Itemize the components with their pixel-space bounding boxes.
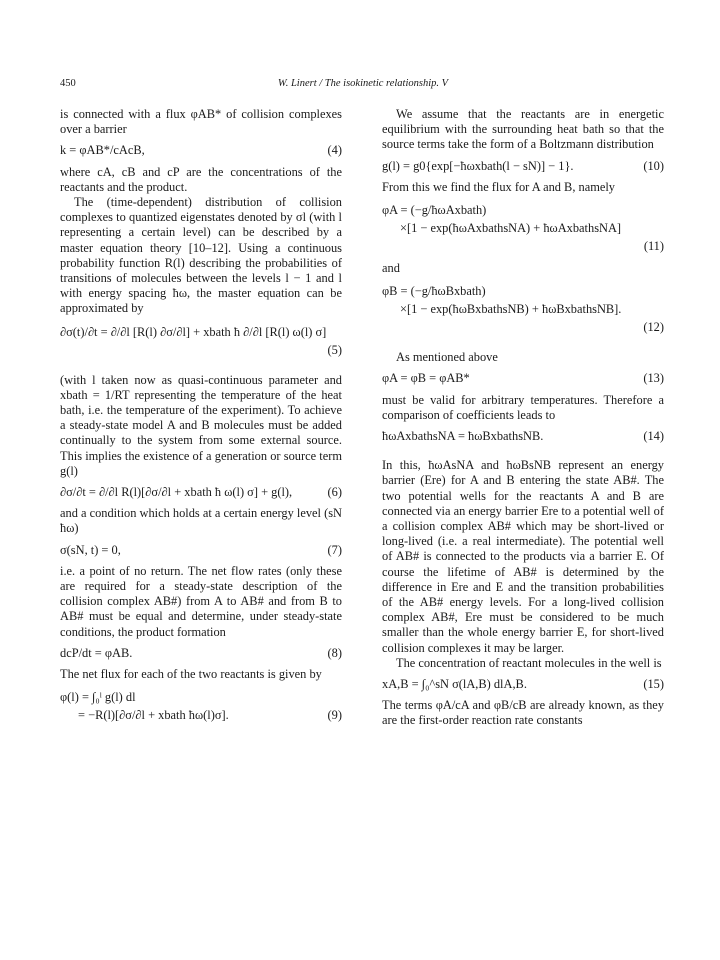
- equation-number: (15): [643, 677, 664, 692]
- equation-number: (11): [643, 239, 664, 254]
- paragraph: The (time-dependent) distribution of collision complexes to quantized eigenstates denoted by σl (with l representing a certain level) can be described by a master equation theory [10–12]. Using a continuous probability function R(l) describing the probabilities of transitions of molecules between the levels l − 1 and l with energy spacing ħω, the master equation can be approximated by: [60, 195, 342, 316]
- equation-number: (13): [643, 371, 664, 386]
- equation-body: φB = (−g/ħωBxbath): [382, 284, 486, 299]
- equation-number: (7): [327, 542, 342, 557]
- right-column: [382, 107, 664, 729]
- equation-11: [382, 201, 664, 255]
- equation-4: [60, 143, 342, 158]
- equation-body: dcP/dt = φAB.: [60, 645, 133, 660]
- paragraph: From this we find the flux for A and B, namely: [382, 179, 615, 194]
- paragraph: i.e. a point of no return. The net flow rates (only these are required for a steady-state description of the collision complex AB#) from A to AB# and from B to AB# must be equal and determine, under steady-state conditions, the product formation: [60, 563, 342, 639]
- paragraph: The concentration of reactant molecules in the well is: [396, 655, 662, 670]
- page-header: [60, 78, 666, 92]
- equation-body: φA = φB = φAB*: [382, 371, 470, 386]
- equation-number: (8): [327, 645, 342, 660]
- equation-body: ∂σ(t)/∂t = ∂/∂l [R(l) ∂σ/∂l] + xbath ħ ∂/∂l [R(l) ω(l) σ]: [60, 324, 327, 339]
- paragraph: In this, ħωAsNA and ħωBsNB represent an energy barrier (Ere) for A and B entering the state AB#. The two potential wells for the reactants A and B are connected via an energy barrier Ere to a potential well of a collision complex AB# which may be short-lived or long-lived (i.e. a real intermediate). The potential well of AB# is connected to the products via a barrier E. Of course the lifetime of AB# is determined by the difference in Ere and E and the transition probabilities of the AB# energy levels. For a long-lived collision complex AB#, Ere must be considered to be much smaller than the whole energy barrier E, for short-lived collision complexes it may be larger.: [382, 458, 664, 655]
- equation-number: (5): [327, 342, 342, 357]
- equation-number: (14): [643, 429, 664, 444]
- paragraph: must be valid for arbitrary temperatures. Therefore a comparison of coefficients leads to: [382, 392, 664, 422]
- equation-body: = −R(l)[∂σ/∂l + xbath ħω(l)σ].: [78, 708, 229, 723]
- equation-body: φ(l) = ∫₀ˡ g(l) dl: [60, 690, 136, 705]
- page-number: 450: [60, 78, 76, 89]
- equation-body: ×[1 − exp(ħωBxbathsNB) + ħωBxbathsNB].: [400, 302, 622, 317]
- equation-14: [382, 429, 664, 444]
- equation-body: ħωAxbathsNA = ħωBxbathsNB.: [382, 429, 544, 444]
- equation-9: [60, 688, 342, 724]
- equation-body: k = φAB*/cAcB,: [60, 143, 145, 158]
- equation-body: xA,B = ∫₀^sN σ(lA,B) dlA,B.: [382, 677, 527, 692]
- equation-body: ×[1 − exp(ħωAxbathsNA) + ħωAxbathsNA]: [400, 221, 622, 236]
- paragraph: (with l taken now as quasi-continuous parameter and xbath = 1/RT representing the temperature of the heat bath, i.e. the temperature of the experiment). To achieve a steady-state model A and B molecules must be added continually to the system from some external source. This implies the existence of a generation or source term g(l): [60, 372, 342, 478]
- equation-15: [382, 677, 664, 692]
- equation-body: φA = (−g/ħωAxbath): [382, 203, 487, 218]
- paragraph: is connected with a flux φAB* of collision complexes over a barrier: [60, 107, 342, 137]
- paragraph: We assume that the reactants are in energetic equilibrium with the surrounding heat bath so that the source terms take the form of a Boltzmann distribution: [382, 107, 664, 152]
- running-title: W. Linert / The isokinetic relationship. V: [277, 78, 449, 89]
- paragraph: where cA, cB and cP are the concentrations of the reactants and the product.: [60, 164, 342, 194]
- paragraph: As mentioned above: [396, 350, 498, 365]
- equation-8: [60, 646, 342, 661]
- equation-10: [382, 159, 664, 174]
- equation-number: (9): [327, 707, 342, 722]
- equation-body: σ(sN, t) = 0,: [60, 542, 121, 557]
- equation-number: (10): [643, 158, 664, 173]
- paragraph: The net flux for each of the two reactants is given by: [60, 667, 322, 682]
- equation-number: (6): [327, 485, 342, 500]
- equation-13: [382, 371, 664, 386]
- equation-5: [60, 323, 342, 359]
- left-column: [60, 107, 342, 730]
- equation-body: g(l) = g0{exp[−ħωxbath(l − sN)] − 1}.: [382, 158, 574, 173]
- equation-body: ∂σ/∂t = ∂/∂l R(l)[∂σ/∂l + xbath ħ ω(l) σ] + g(l),: [60, 485, 293, 500]
- paragraph: The terms φA/cA and φB/cB are already known, as they are the first-order reaction rate constants: [382, 698, 664, 728]
- equation-6: [60, 485, 342, 500]
- equation-number: (4): [327, 143, 342, 158]
- equation-number: (12): [643, 320, 664, 335]
- paragraph: and: [382, 261, 400, 276]
- equation-12: [382, 282, 664, 336]
- equation-7: [60, 543, 342, 558]
- paragraph: and a condition which holds at a certain energy level (sN ħω): [60, 506, 342, 536]
